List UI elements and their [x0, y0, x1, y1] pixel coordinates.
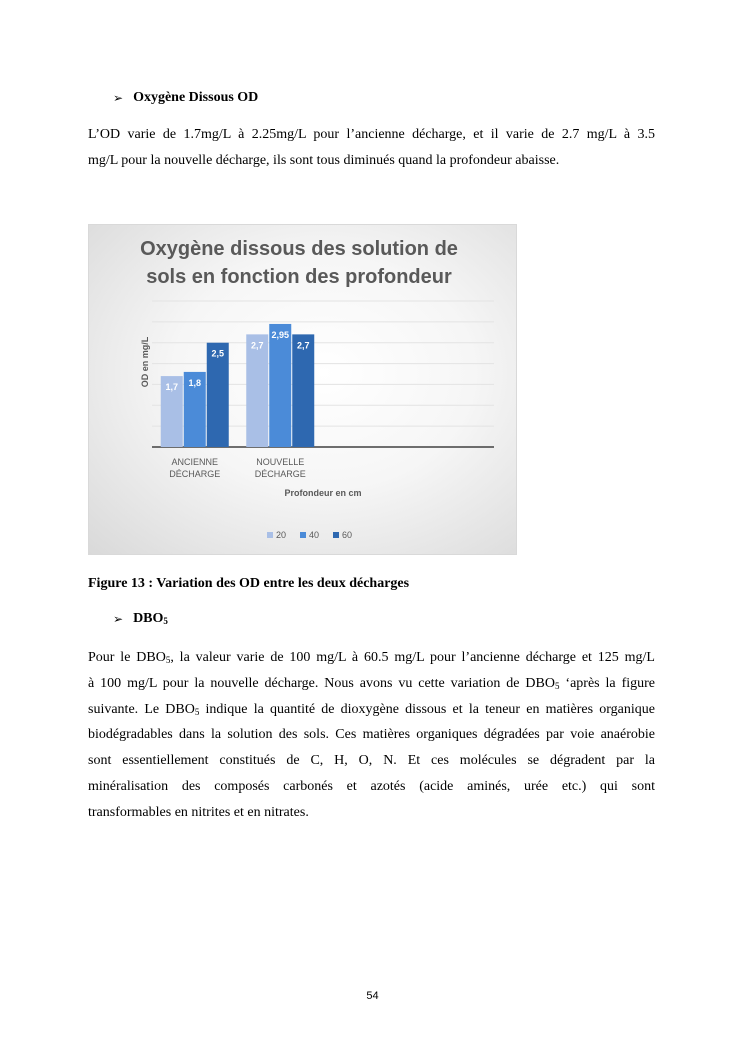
paragraph-line: Pour le $DBO_5$, la valeur varie de 100 mg/L à 60.5 mg/L pour l’ancienne décharge et 125 mg/L [88, 650, 655, 665]
legend-label: 20 [276, 530, 287, 540]
legend-label: 40 [309, 530, 320, 540]
arrow-bullet-icon: ➢ [113, 612, 124, 626]
legend-swatch [300, 532, 306, 538]
heading-subscript: 5 [163, 616, 168, 626]
section-heading-od [113, 89, 258, 107]
x-axis-title: Profondeur en cm [284, 488, 362, 498]
paragraph-od [88, 122, 655, 174]
legend-label: 60 [342, 530, 353, 540]
legend-swatch [267, 532, 273, 538]
data-label: 2,7 [296, 340, 310, 351]
chart-plot [89, 225, 518, 556]
bar [292, 334, 314, 447]
data-label: 1,7 [165, 382, 179, 393]
paragraph-line: biodégradables dans la solution des sols. Ces matières organiques dégradées par voie anaérobie [88, 727, 655, 743]
subscript: 5 [554, 680, 560, 691]
paragraph-line: transformables en nitrites et en nitrates. [88, 804, 309, 820]
heading-text [133, 610, 168, 628]
heading-main: DBO [133, 611, 164, 626]
chart-title-line: sols en fonction des profondeur [146, 266, 452, 288]
chart-title-line: Oxygène dissous des solution de [140, 238, 458, 260]
data-label: 2,5 [211, 348, 225, 359]
bar [246, 334, 268, 447]
arrow-bullet-icon: ➢ [113, 91, 124, 105]
paragraph-line: sont essentiellement constitués de C, H, O, N. Et ces molécules se dégradent par la [88, 753, 655, 769]
paragraph-line: minéralisation des composés carbonés et azotés (acide aminés, urée etc.) qui sont [88, 778, 655, 794]
heading-text: Oxygène Dissous OD [133, 90, 259, 105]
paragraph-dbo5 [88, 645, 655, 826]
legend-swatch [333, 532, 339, 538]
x-tick-label: DÉCHARGE [254, 469, 306, 479]
bar [269, 324, 291, 447]
section-heading-dbo5 [113, 610, 168, 628]
subscript: 5 [165, 655, 171, 665]
y-axis-title: OD en mg/L [140, 336, 150, 388]
paragraph-line: L’OD varie de 1.7mg/L à 2.25mg/L pour l’ancienne décharge, et il varie de 2.7 mg/L à 3.5 [88, 127, 655, 142]
paragraph-line: mg/L pour la nouvelle décharge, ils sont tous diminués quand la profondeur abaisse. [88, 152, 560, 168]
page-number: 54 [366, 990, 379, 1002]
paragraph-line: à 100 mg/L pour la nouvelle décharge. Nous avons vu cette variation de $DBO_5$ ‘après la figure [88, 675, 655, 691]
data-label: 2,95 [271, 329, 290, 340]
figure-caption: Figure 13 : Variation des OD entre les deux décharges [88, 576, 410, 591]
data-label: 2,7 [250, 340, 264, 351]
x-tick-label: DÉCHARGE [169, 469, 221, 479]
x-tick-label: ANCIENNE [171, 457, 219, 467]
data-label: 1,8 [188, 377, 202, 388]
x-tick-label: NOUVELLE [256, 457, 305, 467]
paragraph-line: suivante. Le $DBO_5$ indique la quantité de dioxygène dissous et la teneur en matières organique [88, 701, 655, 717]
subscript: 5 [194, 706, 200, 717]
chart-od [88, 224, 517, 555]
